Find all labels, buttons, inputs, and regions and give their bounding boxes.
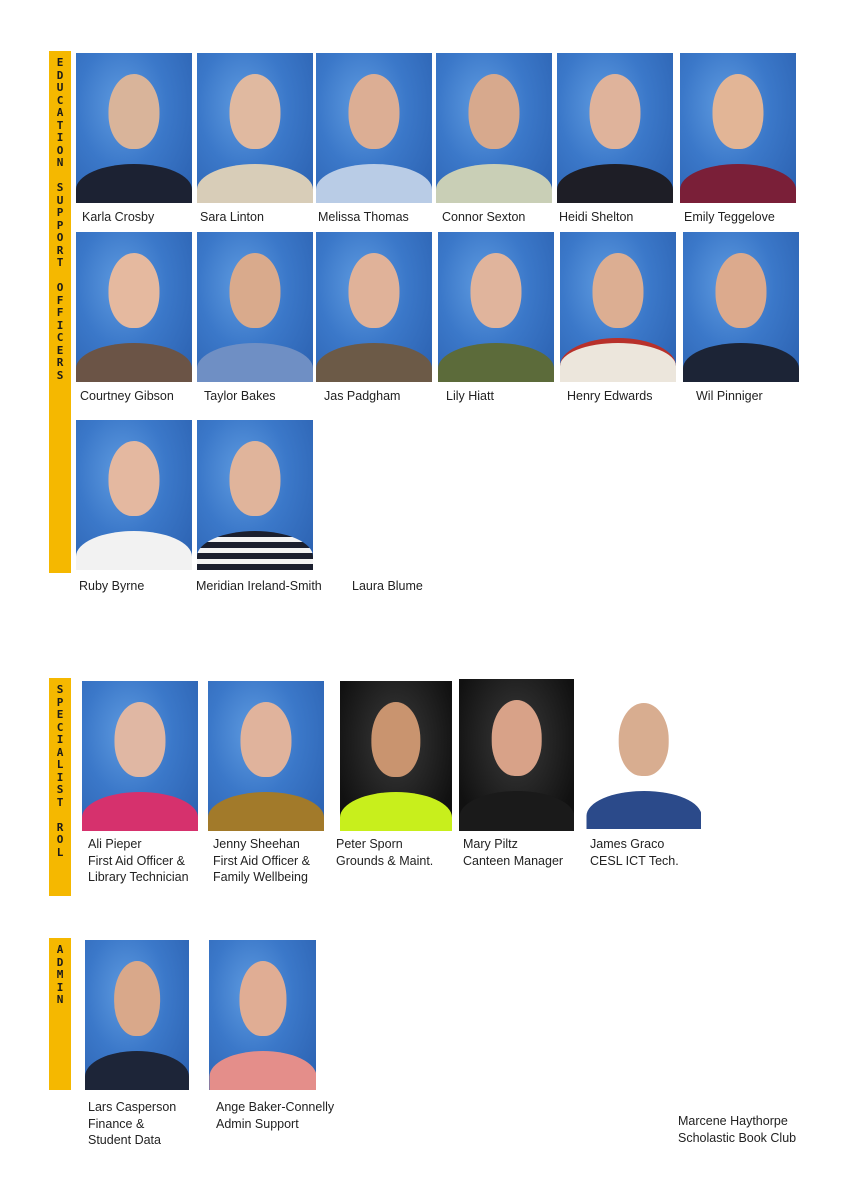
staff-role-line: Canteen Manager <box>463 853 564 868</box>
staff-role-line: Admin Support <box>216 1116 299 1131</box>
staff-photo-jenny-sheehan <box>208 681 324 831</box>
staff-name: Heidi Shelton <box>559 210 634 224</box>
staff-photo-melissa-thomas <box>316 53 432 203</box>
staff-photo-lily-hiatt <box>438 232 554 382</box>
admin-tab <box>49 938 71 1090</box>
staff-photo-ali-pieper <box>82 681 198 831</box>
staff-name: Ruby Byrne <box>79 579 145 593</box>
staff-name: Laura Blume <box>352 579 423 593</box>
staff-role-line: Library Technician <box>88 870 189 884</box>
staff-name: Meridian Ireland-Smith <box>196 579 322 593</box>
staff-name: Mary Piltz <box>463 837 518 851</box>
staff-name: Marcene Haythorpe <box>678 1114 788 1128</box>
staff-role-line: Grounds & Maint. <box>336 853 434 868</box>
staff-photo-henry-edwards <box>560 232 676 382</box>
education-support-officers-label: E D U C A T I O N S U P P O R T O F F I C E R S <box>56 56 64 382</box>
staff-role-line: Family Wellbeing <box>213 870 308 884</box>
staff-photo-peter-sporn <box>340 681 452 831</box>
staff-photo-heidi-shelton <box>557 53 673 203</box>
staff-role-line: Student Data <box>88 1133 161 1147</box>
staff-role-line: CESL ICT Tech. <box>590 853 679 868</box>
staff-name: Ange Baker-Connelly <box>216 1100 335 1114</box>
staff-photo-courtney-gibson <box>76 232 192 382</box>
education-support-officers-tab <box>49 51 71 573</box>
staff-photo-jas-padgham <box>316 232 432 382</box>
staff-photo-james-graco <box>586 683 701 829</box>
staff-role <box>463 836 563 869</box>
staff-photo-connor-sexton <box>436 53 552 203</box>
staff-photo-meridian-ireland-smith <box>197 420 313 570</box>
staff-name: James Graco <box>590 837 665 851</box>
staff-photo-emily-teggelove <box>680 53 796 203</box>
staff-role <box>213 836 310 886</box>
staff-photo-karla-crosby <box>76 53 192 203</box>
staff-name: Jenny Sheehan <box>213 837 300 851</box>
staff-name: Connor Sexton <box>442 210 526 224</box>
staff-name: Taylor Bakes <box>204 389 276 403</box>
staff-photo-wil-pinniger <box>683 232 799 382</box>
staff-photo-taylor-bakes <box>197 232 313 382</box>
specialist-roles-label: S P E C I A L I S T R O L <box>56 683 64 859</box>
staff-role-line: First Aid Officer & <box>88 853 186 868</box>
staff-name: Lily Hiatt <box>446 389 494 403</box>
staff-name: Emily Teggelove <box>684 210 775 224</box>
staff-photo-sara-linton <box>197 53 313 203</box>
staff-role <box>678 1113 796 1146</box>
staff-role <box>88 836 189 886</box>
staff-name: Wil Pinniger <box>696 389 763 403</box>
staff-name: Karla Crosby <box>82 210 155 224</box>
staff-name: Henry Edwards <box>567 389 653 403</box>
staff-name: Ali Pieper <box>88 837 142 851</box>
staff-photo-ruby-byrne <box>76 420 192 570</box>
staff-photo-lars-casperson <box>85 940 189 1090</box>
staff-role-line: First Aid Officer & <box>213 853 311 868</box>
staff-photo-ange-baker-connelly <box>209 940 316 1090</box>
staff-role <box>590 836 679 869</box>
admin-label: A D M I N <box>56 943 64 1006</box>
staff-role <box>88 1099 176 1149</box>
staff-role <box>216 1099 334 1132</box>
staff-name: Melissa Thomas <box>318 210 409 224</box>
staff-photo-mary-piltz <box>459 679 574 831</box>
staff-name: Peter Sporn <box>336 837 403 851</box>
staff-role-line: Finance & <box>88 1116 145 1131</box>
staff-name: Jas Padgham <box>324 389 401 403</box>
staff-name: Lars Casperson <box>88 1100 177 1114</box>
staff-role <box>336 836 433 869</box>
specialist-roles-tab <box>49 678 71 896</box>
staff-role-line: Scholastic Book Club <box>678 1130 797 1145</box>
staff-name: Sara Linton <box>200 210 264 224</box>
staff-name: Courtney Gibson <box>80 389 174 403</box>
